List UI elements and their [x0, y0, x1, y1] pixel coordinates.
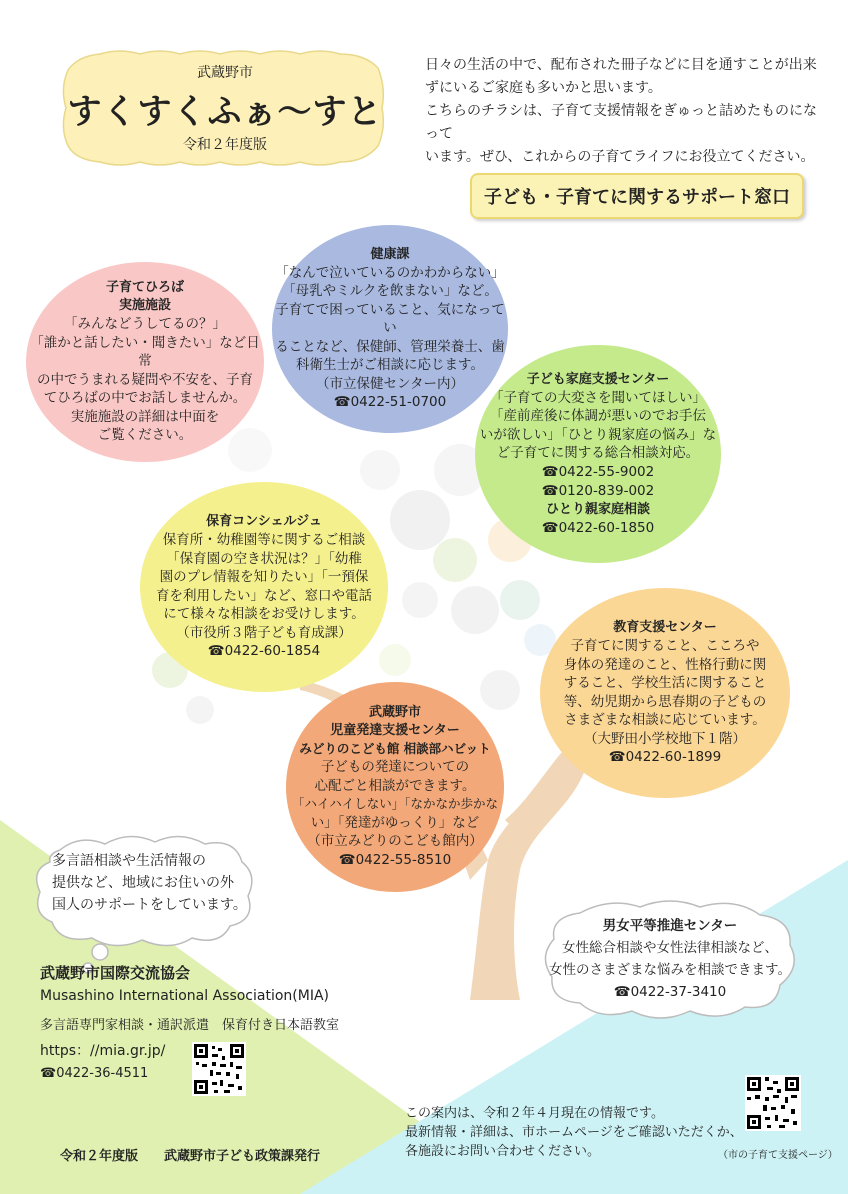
- kyoiku-line: 等、幼児期から思春期の子どもの: [563, 693, 767, 710]
- hiroba-circle: [26, 262, 264, 462]
- jido-title-city: 武蔵野市: [368, 705, 421, 721]
- hoiku-line: 育を利用したい」など、窓口や電話: [156, 587, 372, 604]
- hiroba-subtitle: 実施施設: [118, 298, 171, 314]
- mia-services: 多言語専門家相談・通訳派遣 保育付き日本語教室: [40, 1018, 340, 1033]
- jido-subtitle: みどりのこども館 相談部ハビット: [299, 741, 491, 757]
- mia-phone: ☎0422-36-4511: [40, 1066, 149, 1081]
- intro-line: います。ぜひ、これからの子育てライフにお役立てください。: [425, 149, 815, 165]
- mia-english-name: Musashino International Association(MIA): [40, 988, 329, 1004]
- katei-freephone: ☎0120-839-002: [541, 482, 655, 499]
- hoiku-phone: ☎0422-60-1854: [207, 643, 321, 659]
- kenko-line: 「母乳やミルクを飲まない」など。: [282, 283, 498, 300]
- kenko-title: 健康課: [370, 246, 410, 262]
- jido-phone: ☎0422-55-8510: [338, 851, 452, 868]
- mia-speech-line: 国人のサポートをしています。: [52, 897, 247, 913]
- footer-notice-line: 各施設にお問い合わせください。: [405, 1144, 601, 1159]
- section-tag: 子ども・子育てに関するサポート窓口: [470, 173, 804, 219]
- hiroba-line: 実施施設の詳細は中面を: [70, 408, 220, 425]
- katei-line: いが欲しい」「ひとり親家庭の悩み」な: [479, 426, 717, 443]
- hoiku-line: にて様々な相談をお受けします。: [163, 606, 365, 622]
- mia-url[interactable]: https：//mia.gr.jp/: [40, 1043, 166, 1059]
- hoiku-line: 園のプレ情報を知りたい」「一預保: [159, 569, 369, 585]
- footer-notice-line: 最新情報・詳細は、市ホームページをご確認いただくか、: [405, 1125, 743, 1140]
- hitorioya-title: ひとり親家庭相談: [545, 501, 650, 517]
- katei-line: 「子育ての大変さを聞いてほしい」: [490, 389, 706, 406]
- mia-qr-code[interactable]: [192, 1042, 246, 1096]
- danjo-phone: ☎0422-37-3410: [613, 984, 727, 1000]
- kenko-line: 科衛生士がご相談に応じます。: [296, 357, 484, 374]
- footer-notice-line: この案内は、令和２年４月現在の情報です。: [405, 1106, 664, 1121]
- jido-title: 児童発達支援センター: [330, 723, 460, 739]
- kenko-circle: [272, 225, 508, 433]
- kyoiku-title: 教育支援センター: [613, 620, 717, 635]
- hoiku-line: 「保育園の空き状況は？」「幼稚: [166, 550, 362, 567]
- city-label: 武蔵野市: [197, 65, 253, 81]
- jido-line: 子どもの発達についての: [320, 759, 470, 776]
- title-card: [60, 48, 390, 168]
- city-qr-code[interactable]: [745, 1075, 801, 1131]
- edition-label: 令和２年度版: [183, 137, 267, 153]
- hoiku-line: （市役所３階子ども育成課）: [176, 624, 352, 641]
- mia-speech-line: 提供など、地域にお住いの外: [52, 875, 234, 891]
- hoiku-title: 保育コンシェルジュ: [206, 514, 322, 529]
- jido-line: （市立みどりのこども館内）: [307, 833, 483, 850]
- danjo-info: [545, 915, 795, 1003]
- katei-line: 「産前産後に体調が悪いのでお手伝: [490, 408, 706, 424]
- kenko-line: 「なんで泣いているのかわからない」: [275, 264, 505, 281]
- kyoiku-line: すること、学校生活に関すること: [563, 675, 767, 691]
- jido-line: 「ハイハイしない」「なかなか歩かな: [291, 796, 498, 812]
- mia-speech-line: 多言語相談や生活情報の: [52, 853, 206, 869]
- intro-line: 日々の生活の中で、配布された冊子などに目を通すことが出来: [425, 57, 817, 73]
- intro-line: こちらのチラシは、子育て支援情報をぎゅっと詰めたものになって: [425, 103, 817, 142]
- katei-phone: ☎0422-55-9002: [541, 463, 655, 480]
- kenko-line: 子育てで困っていること、気になってい: [275, 301, 505, 337]
- mia-speech-text: [52, 850, 252, 916]
- publisher-label: 令和２年度版 武蔵野市子ども政策課発行: [60, 1149, 321, 1164]
- katei-circle: [475, 345, 721, 563]
- kyoiku-line: 子育てに関すること、こころや: [570, 638, 760, 654]
- jido-circle: [286, 682, 504, 892]
- hitorioya-phone: ☎0422-60-1850: [541, 519, 655, 536]
- katei-line: ど子育てに関する総合相談対応。: [496, 445, 700, 461]
- kenko-line: （市立保健センター内）: [316, 375, 464, 392]
- hoiku-circle: [140, 482, 388, 692]
- kyoiku-line: 身体の発達のこと、性格行動に関: [563, 656, 767, 673]
- page-title: すくすくふぁ〜すと: [67, 92, 383, 132]
- hoiku-line: 保育所・幼稚園等に関するご相談: [162, 532, 366, 548]
- danjo-line: 女性のさまざまな悩みを相談できます。: [549, 962, 791, 978]
- kyoiku-phone: ☎0422-60-1899: [608, 749, 722, 765]
- intro-text: [425, 54, 825, 169]
- jido-line: い」「発達がゆっくり」など: [310, 814, 480, 831]
- danjo-title: 男女平等推進センター: [602, 918, 738, 934]
- mia-name: 武蔵野市国際交流協会: [40, 964, 191, 982]
- hiroba-line: ご覧ください。: [97, 427, 193, 444]
- hiroba-line: てひろばの中でお話しませんか。: [43, 390, 247, 407]
- footer-notice: [405, 1104, 743, 1161]
- kenko-line: ることなど、保健師、管理栄養士、歯: [275, 338, 505, 355]
- hiroba-line: の中でうまれる疑問や不安を、子育: [37, 371, 253, 388]
- kenko-phone: ☎0422-51-0700: [333, 394, 447, 411]
- katei-title: 子ども家庭支援センター: [526, 371, 670, 387]
- hiroba-title: 子育てひろば: [105, 280, 184, 296]
- kyoiku-circle: [540, 588, 790, 798]
- danjo-line: 女性総合相談や女性法律相談など、: [562, 940, 778, 956]
- jido-line: 心配ごと相談ができます。: [314, 777, 476, 794]
- kyoiku-line: さまざまな相談に応じています。: [564, 712, 766, 728]
- hiroba-line: 「みんなどうしてるの？」: [64, 316, 226, 333]
- hiroba-line: 「誰かと話したい・聞きたい」など日常: [30, 334, 260, 370]
- intro-line: ずにいるご家庭も多いかと思います。: [425, 80, 662, 96]
- qr-caption: （市の子育て支援ページ）: [718, 1150, 838, 1161]
- kyoiku-line: （大野田小学校地下１階）: [584, 730, 746, 747]
